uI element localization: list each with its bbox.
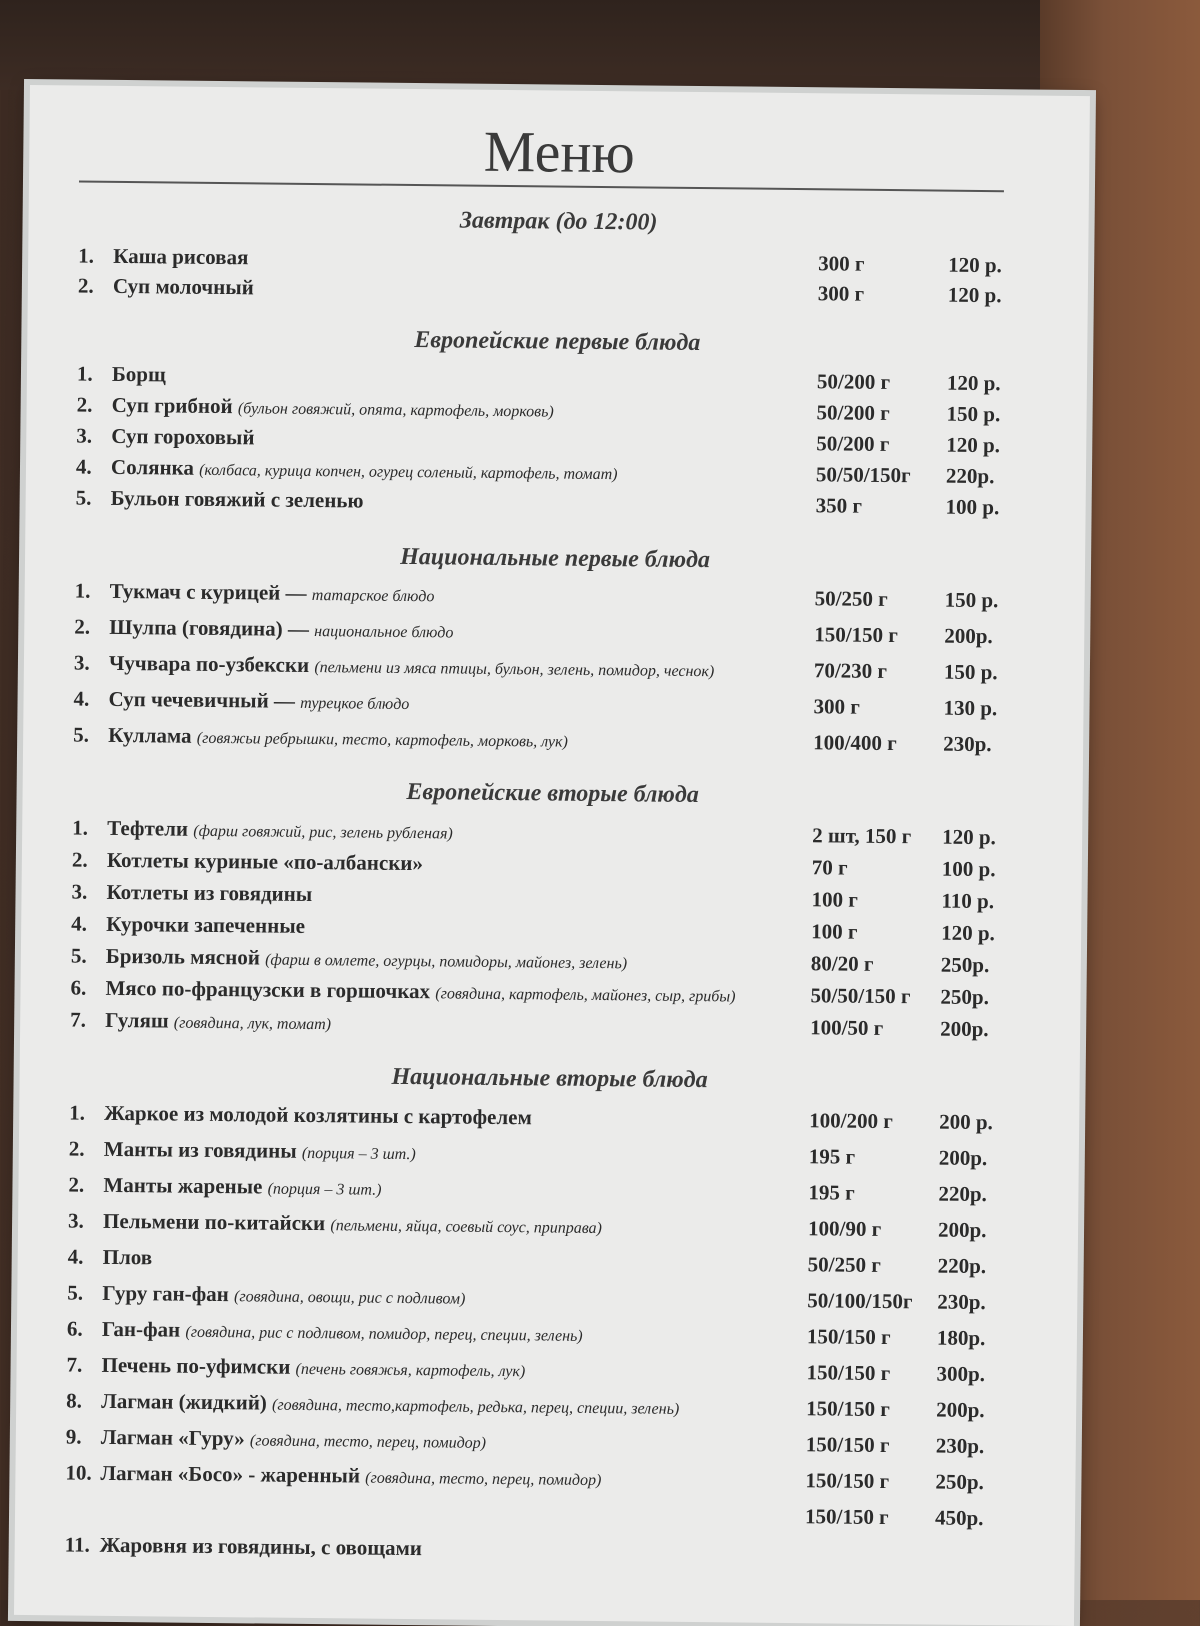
item-description: (фарш в омлете, огурцы, помидоры, майонез, зелень) xyxy=(265,952,627,973)
item-title: Лагман «Босо» - жаренный xyxy=(100,1461,360,1488)
item-price: 150 р. xyxy=(944,660,998,686)
item-title: Тефтели xyxy=(107,816,188,841)
item-weight: 150/150 г xyxy=(806,1396,890,1422)
item-weight: 70/230 г xyxy=(814,658,887,684)
item-weight: 150/150 г xyxy=(814,622,898,648)
item-title: Пельмени по-китайски xyxy=(103,1209,325,1235)
item-title: Суп грибной xyxy=(112,393,233,418)
item-weight: 300 г xyxy=(818,281,865,306)
table-surface xyxy=(0,0,1200,90)
item-title: Плов xyxy=(103,1245,153,1270)
item-number: 2. xyxy=(78,274,94,299)
item-price: 130 р. xyxy=(943,696,997,722)
item-description: (говядина, тесто, перец, помидор) xyxy=(250,1432,486,1451)
item-number: 2. xyxy=(74,614,90,639)
item-title: Каша рисовая xyxy=(113,244,248,269)
item-number: 3. xyxy=(68,1208,84,1233)
item-name xyxy=(103,1173,381,1201)
item-price: 200р. xyxy=(939,1146,988,1172)
item-number: 9. xyxy=(66,1424,82,1449)
item-title: Гуру ган-фан xyxy=(102,1281,229,1306)
item-weight: 150/150 г xyxy=(806,1432,890,1458)
item-number: 5. xyxy=(67,1280,83,1305)
item-number: 4. xyxy=(71,911,87,936)
item-description: (говядина, картофель, майонез, сыр, грибы) xyxy=(435,985,735,1005)
item-description: (пельмени из мяса птицы, бульон, зелень, помидор, чеснок) xyxy=(314,659,714,680)
item-price: 200 р. xyxy=(939,1110,993,1136)
item-weight: 100/90 г xyxy=(808,1216,881,1242)
item-weight: 100/200 г xyxy=(809,1108,893,1134)
item-name xyxy=(104,1137,416,1165)
item-number: 1. xyxy=(78,244,94,269)
item-description: (порция – 3 шт.) xyxy=(268,1181,382,1199)
item-number: 6. xyxy=(67,1316,83,1341)
item-description: (пельмени, яйца, соевый соус, приправа) xyxy=(330,1217,602,1237)
item-title: Курочки запеченные xyxy=(106,912,305,938)
item-number: 5. xyxy=(76,486,92,511)
item-title: Жаровня из говядины, с овощами xyxy=(100,1533,422,1560)
item-price: 450р. xyxy=(935,1506,984,1532)
item-number: 1. xyxy=(72,815,88,840)
item-name xyxy=(106,944,627,974)
item-price: 200р. xyxy=(944,624,993,650)
item-number: 1. xyxy=(77,362,93,387)
item-name xyxy=(108,687,409,715)
item-weight: 50/250 г xyxy=(808,1252,881,1278)
item-name xyxy=(110,579,435,607)
menu-item xyxy=(23,686,1083,727)
item-name xyxy=(103,1245,153,1271)
item-name xyxy=(111,486,364,514)
item-price: 220р. xyxy=(938,1182,987,1208)
item-price: 100 р. xyxy=(945,495,999,521)
section-title: Европейские первые блюда xyxy=(27,323,1087,361)
item-price: 250р. xyxy=(941,953,990,979)
item-price: 200р. xyxy=(938,1218,987,1244)
item-weight: 50/200 г xyxy=(817,369,890,395)
item-price: 150 р. xyxy=(945,588,999,614)
item-name xyxy=(101,1425,487,1454)
item-title: Суп молочный xyxy=(113,274,254,299)
item-number: 3. xyxy=(74,650,90,675)
menu-item xyxy=(17,1280,1077,1321)
item-number: 4. xyxy=(76,455,92,480)
item-description: (говядина, лук, томат) xyxy=(174,1015,331,1034)
item-weight: 50/50/150 г xyxy=(810,983,910,1009)
menu-item xyxy=(15,1532,1075,1573)
menu-item xyxy=(24,614,1084,655)
item-number: 1. xyxy=(69,1100,85,1125)
item-name xyxy=(109,651,715,682)
item-number: 1. xyxy=(75,578,91,603)
item-title: Лагман (жидкий) xyxy=(101,1389,267,1415)
item-title: Жаркое из молодой козлятины с картофелем xyxy=(104,1101,532,1129)
item-title: Бризоль мясной xyxy=(106,944,260,970)
item-weight: 100 г xyxy=(811,887,858,912)
item-description: (говядина, овощи, рис с подливом) xyxy=(234,1288,465,1307)
item-title: Тукмач с курицей — xyxy=(110,579,307,605)
item-weight: 50/50/150г xyxy=(816,462,911,488)
item-weight: 300 г xyxy=(813,694,860,719)
item-price: 200р. xyxy=(940,1017,989,1043)
item-price: 230р. xyxy=(943,732,992,758)
item-number: 2. xyxy=(69,1136,85,1161)
menu-sheet xyxy=(14,85,1090,1626)
menu-item xyxy=(15,1460,1075,1501)
item-number: 11. xyxy=(65,1532,90,1557)
item-title: Манты из говядины xyxy=(104,1137,297,1163)
item-name xyxy=(113,244,248,270)
item-weight: 2 шт, 150 г xyxy=(812,823,911,849)
item-description: татарское блюдо xyxy=(312,587,435,605)
item-weight: 150/150 г xyxy=(806,1360,890,1386)
item-name xyxy=(112,393,554,423)
item-number: 2. xyxy=(72,847,88,872)
item-price: 120 р. xyxy=(947,371,1001,397)
item-number: 8. xyxy=(66,1388,82,1413)
item-name xyxy=(100,1533,422,1561)
item-weight: 50/250 г xyxy=(815,586,888,612)
item-description: (фарш говяжий, рис, зелень рубленая) xyxy=(193,823,453,843)
item-name xyxy=(104,1101,532,1130)
item-title: Котлеты из говядины xyxy=(106,880,312,906)
item-weight: 50/200 г xyxy=(816,400,889,426)
item-price: 250р. xyxy=(940,985,989,1011)
section-title: Национальные вторые блюда xyxy=(20,1060,1080,1098)
item-price: 180р. xyxy=(937,1326,986,1352)
item-name xyxy=(111,455,618,485)
item-title: Гуляш xyxy=(105,1008,169,1033)
menu-item xyxy=(18,1244,1078,1285)
item-title: Печень по-уфимски xyxy=(101,1353,290,1379)
item-title: Лагман «Гуру» xyxy=(101,1425,245,1451)
item-price: 120 р. xyxy=(948,283,1002,309)
item-number: 6. xyxy=(70,975,86,1000)
item-title: Борщ xyxy=(112,362,166,387)
item-title: Ган-фан xyxy=(102,1317,180,1342)
item-price: 220р. xyxy=(938,1254,987,1280)
item-price: 300р. xyxy=(936,1362,985,1388)
item-title: Чучвара по-узбекски xyxy=(109,651,309,677)
item-title: Куллама xyxy=(108,723,192,748)
item-weight: 195 г xyxy=(808,1180,855,1205)
item-name xyxy=(101,1389,679,1420)
item-description: (говядина, рис с подливом, помидор, перец, специи, зелень) xyxy=(185,1324,582,1345)
item-price: 250р. xyxy=(935,1470,984,1496)
section-title: Европейские вторые блюда xyxy=(22,775,1082,813)
item-description: национальное блюдо xyxy=(314,623,453,641)
item-title: Бульон говяжий с зеленью xyxy=(111,486,364,513)
item-weight: 100 г xyxy=(811,919,858,944)
item-name xyxy=(103,1209,602,1239)
item-title: Суп чечевичный — xyxy=(108,687,295,713)
item-number: 10. xyxy=(65,1460,92,1485)
menu-item xyxy=(19,1100,1079,1141)
item-price: 230р. xyxy=(937,1290,986,1316)
item-title: Котлеты куриные «по-албански» xyxy=(107,848,423,875)
menu-item xyxy=(25,578,1085,619)
menu-item xyxy=(18,1172,1078,1213)
item-price: 230р. xyxy=(936,1434,985,1460)
menu-item xyxy=(16,1388,1076,1429)
item-description: (колбаса, курица копчен, огурец соленый, картофель, томат) xyxy=(199,462,618,483)
menu-item xyxy=(18,1208,1078,1249)
item-weight: 150/150 г xyxy=(805,1504,889,1530)
item-price: 120 р. xyxy=(946,433,1000,459)
item-title: Суп гороховый xyxy=(111,424,254,449)
item-description: турецкое блюдо xyxy=(300,695,409,713)
item-name xyxy=(106,880,312,907)
item-number: 2. xyxy=(77,393,93,418)
item-name xyxy=(101,1353,525,1382)
item-weight: 150/150 г xyxy=(807,1324,891,1350)
section-title: Завтрак (до 12:00) xyxy=(28,203,1088,241)
item-description: (говядина, тесто,картофель, редька, перец, специи, зелень) xyxy=(272,1397,679,1418)
item-description: (порция – 3 шт.) xyxy=(302,1145,416,1163)
item-number: 2. xyxy=(68,1172,84,1197)
item-price: 120 р. xyxy=(941,921,995,947)
item-description: (говяжьи ребрышки, тесто, картофель, морковь, лук) xyxy=(197,730,568,751)
item-title: Солянка xyxy=(111,455,194,480)
page-title: Меню xyxy=(29,113,1090,191)
item-number: 3. xyxy=(76,424,92,449)
item-weight: 50/200 г xyxy=(816,431,889,457)
menu-item xyxy=(19,1136,1079,1177)
item-weight: 80/20 г xyxy=(811,951,874,977)
item-weight: 195 г xyxy=(809,1144,856,1169)
item-name xyxy=(112,362,166,388)
menu-item xyxy=(17,1316,1077,1357)
item-number: 3. xyxy=(71,879,87,904)
item-description: (печень говяжья, картофель, лук) xyxy=(296,1361,526,1380)
item-name xyxy=(100,1461,601,1491)
item-name xyxy=(108,723,568,753)
item-price: 150 р. xyxy=(946,402,1000,428)
item-description: (говядина, тесто, перец, помидор) xyxy=(365,1470,601,1489)
item-title: Мясо по-французски в горшочках xyxy=(105,976,430,1003)
section-title: Национальные первые блюда xyxy=(25,540,1085,578)
item-weight: 50/100/150г xyxy=(807,1288,912,1314)
item-name xyxy=(106,912,305,939)
item-title: Манты жареные xyxy=(103,1173,262,1199)
item-number: 4. xyxy=(73,686,89,711)
item-weight: 300 г xyxy=(818,251,865,276)
item-description: (бульон говяжий, опята, картофель, морковь) xyxy=(238,400,554,420)
item-price: 110 р. xyxy=(941,889,994,915)
item-name xyxy=(102,1281,465,1310)
item-name xyxy=(105,976,735,1008)
item-number: 4. xyxy=(68,1244,84,1269)
item-weight: 70 г xyxy=(812,855,848,880)
menu-item xyxy=(23,722,1083,763)
item-number: 5. xyxy=(73,722,89,747)
menu-item xyxy=(15,1496,1075,1537)
menu-item xyxy=(24,650,1084,691)
item-name xyxy=(107,848,423,876)
item-weight: 350 г xyxy=(816,493,863,518)
item-weight: 100/50 г xyxy=(810,1015,883,1041)
item-number: 7. xyxy=(70,1007,86,1032)
item-weight: 150/150 г xyxy=(805,1468,889,1494)
item-name xyxy=(111,424,254,450)
menu-item xyxy=(16,1352,1076,1393)
item-price: 220р. xyxy=(946,464,995,490)
item-price: 100 р. xyxy=(942,857,996,883)
item-name xyxy=(102,1317,583,1347)
item-name xyxy=(113,274,254,300)
item-weight: 100/400 г xyxy=(813,730,897,756)
item-price: 120 р. xyxy=(948,253,1002,279)
item-name xyxy=(109,615,453,644)
item-price: 200р. xyxy=(936,1398,985,1424)
item-name xyxy=(105,1008,331,1035)
item-number: 7. xyxy=(66,1352,82,1377)
item-title: Шулпа (говядина) — xyxy=(109,615,309,641)
item-name xyxy=(107,816,453,845)
item-number: 5. xyxy=(71,943,87,968)
menu-item xyxy=(16,1424,1076,1465)
item-price: 120 р. xyxy=(942,825,996,851)
